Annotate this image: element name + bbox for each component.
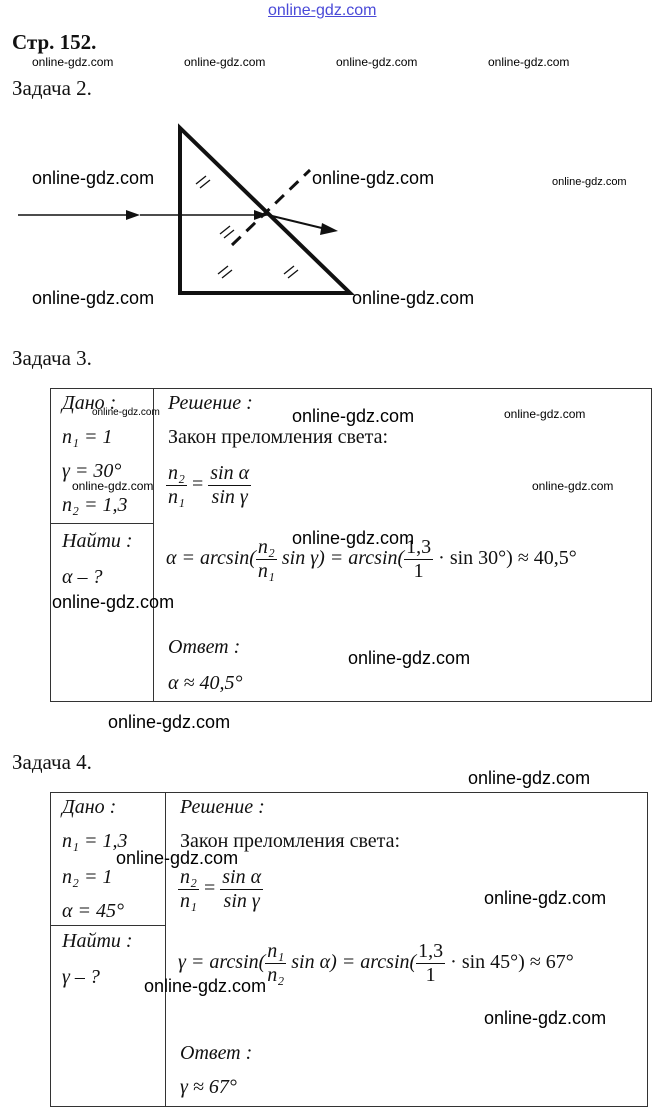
frac-den: n₁ <box>180 890 197 912</box>
watermark: online-gdz.com <box>484 1008 607 1028</box>
calc-part: · sin 30°) ≈ 40,5° <box>438 547 577 570</box>
watermark: online-gdz.com <box>92 407 160 418</box>
watermark: online-gdz.com <box>116 848 239 868</box>
frac-den: 1 <box>425 964 436 986</box>
divider <box>153 388 154 701</box>
frac-den: 1 <box>413 560 424 582</box>
watermark: online-gdz.com <box>504 407 586 421</box>
watermark: online-gdz.com <box>336 55 418 69</box>
frac-num: n₂ <box>180 866 197 888</box>
frac-num: n₂ <box>257 536 275 558</box>
ray-arrow <box>320 223 338 235</box>
answer-value: γ ≈ 67° <box>180 1076 237 1098</box>
page-title: Стр. 152. <box>12 30 97 54</box>
calc-part: sin γ) = arcsin( <box>281 547 405 570</box>
answer-value: α ≈ 40,5° <box>168 672 243 694</box>
divider <box>50 925 166 926</box>
solution-label: Решение : <box>180 796 265 818</box>
calc-part: · sin 45°) ≈ 67° <box>450 951 574 974</box>
watermark: online-gdz.com <box>312 168 435 188</box>
law-text: Закон преломления света: <box>168 426 389 448</box>
prism-triangle <box>180 128 350 293</box>
frac-num: n₁ <box>267 940 285 962</box>
watermark: online-gdz.com <box>292 528 415 548</box>
formula: $\frac{\text{n₂}}{\text{n₁}}$ = $\frac{\text{sin α}}{\text{sin γ}}$ <box>180 866 262 912</box>
given-item: n₂ = 1 <box>62 866 113 888</box>
watermark: online-gdz.com <box>292 406 415 426</box>
answer-label: Ответ : <box>168 636 241 658</box>
divider <box>50 523 154 524</box>
watermark: online-gdz.com <box>348 648 471 668</box>
given-item: n₁ = 1,3 <box>62 830 128 852</box>
law-text: Закон преломления света: <box>180 830 401 852</box>
find-value: γ – ? <box>62 966 100 988</box>
frac-den: n₂ <box>267 964 285 986</box>
frac-num: sin α <box>222 866 262 888</box>
watermark: online-gdz.com <box>52 592 175 612</box>
given-item: n₁ = 1 <box>62 426 113 448</box>
watermark: online-gdz.com <box>532 479 614 493</box>
task3-title: Задача 3. <box>12 346 92 370</box>
frac-num: 1,3 <box>406 536 432 558</box>
find-label: Найти : <box>62 930 133 952</box>
normal-line <box>232 170 310 245</box>
frac-den: sin γ <box>223 890 260 912</box>
watermark: online-gdz.com <box>352 288 475 308</box>
watermark: online-gdz.com <box>32 288 155 308</box>
find-label: Найти : <box>62 530 133 552</box>
formula: $\frac{\text{n₂}}{\text{n₁}}$ = $\frac{\text{sin α}}{\text{sin γ}}$ <box>168 462 250 508</box>
watermark: online-gdz.com <box>72 479 154 493</box>
solution-label: Решение : <box>168 392 253 414</box>
watermark: online-gdz.com <box>552 176 627 188</box>
answer-label: Ответ : <box>180 1042 253 1064</box>
given-item: α = 45° <box>62 900 124 922</box>
calc-part: γ = arcsin( <box>178 951 266 974</box>
frac-den: n₁ <box>257 560 275 582</box>
frac-num: 1,3 <box>418 940 444 962</box>
frac-den: sin γ <box>211 486 248 508</box>
given-label: Дано : <box>62 796 117 818</box>
watermark: online-gdz.com <box>32 55 114 69</box>
watermark: online-gdz.com <box>468 768 591 788</box>
given-label: Дано : <box>62 392 117 414</box>
task2-title: Задача 2. <box>12 76 92 100</box>
watermark: online-gdz.com <box>144 976 267 996</box>
watermark: online-gdz.com <box>488 55 570 69</box>
divider <box>165 792 166 1106</box>
task4-title: Задача 4. <box>12 750 92 774</box>
frac-den: n₁ <box>168 486 185 508</box>
frac-num: n₂ <box>168 462 185 484</box>
calc-part: sin α) = arcsin( <box>291 951 417 974</box>
calc-part: α = arcsin( <box>166 547 256 570</box>
frac-num: sin α <box>210 462 250 484</box>
watermark: online-gdz.com <box>32 168 155 188</box>
watermark: online-gdz.com <box>484 888 607 908</box>
find-value: α – ? <box>62 566 103 588</box>
site-link[interactable]: online-gdz.com <box>268 2 377 19</box>
given-item: n₂ = 1,3 <box>62 494 128 516</box>
ray-arrow <box>126 210 140 220</box>
given-item: γ = 30° <box>62 460 122 482</box>
watermark: online-gdz.com <box>108 712 231 732</box>
watermark: online-gdz.com <box>184 55 266 69</box>
